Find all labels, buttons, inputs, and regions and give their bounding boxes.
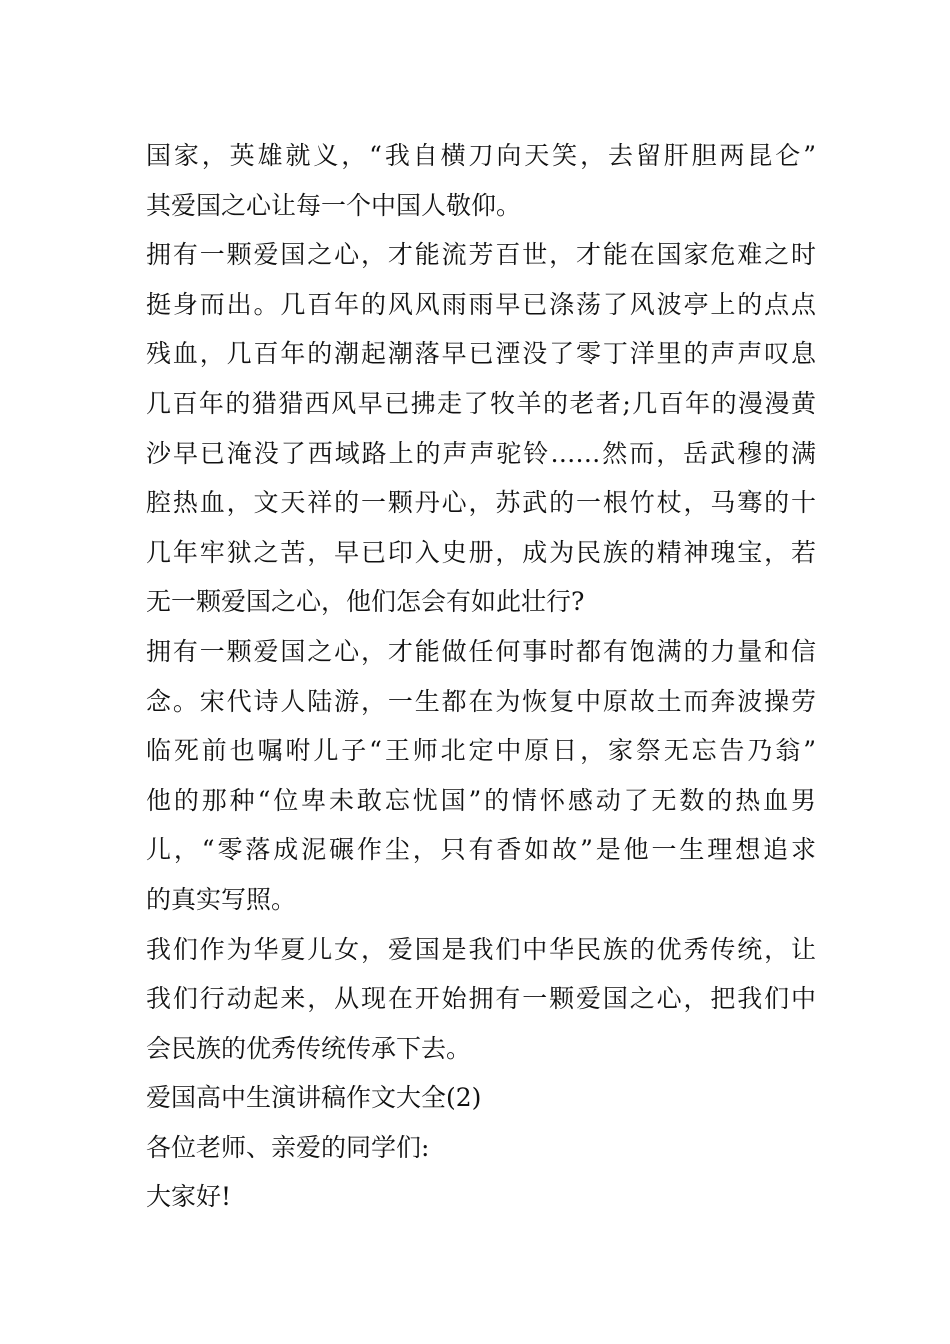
text-line: 残血，几百年的潮起潮落早已湮没了零丁洋里的声声叹息	[146, 339, 816, 369]
text-line: 的真实写照。	[146, 884, 297, 914]
text-line: 我们行动起来，从现在开始拥有一颗爱国之心，把我们中	[146, 984, 816, 1014]
text-line: 挺身而出。几百年的风风雨雨早已涤荡了风波亭上的点点	[146, 289, 816, 319]
document-body	[146, 131, 816, 1222]
text-line: 会民族的优秀传统传承下去。	[146, 1033, 472, 1063]
text-line: 拥有一颗爱国之心，才能做任何事时都有饱满的力量和信	[146, 636, 816, 666]
text-line: 我们作为华夏儿女，爱国是我们中华民族的优秀传统，让	[146, 934, 816, 964]
text-line: 他的那种“位卑未敢忘忧国”的情怀感动了无数的热血男	[146, 785, 816, 815]
text-line: 无一颗爱国之心，他们怎会有如此壮行?	[146, 587, 585, 617]
section-heading: 爱国高中生演讲稿作文大全(2)	[146, 1083, 482, 1113]
text-line: 拥有一颗爱国之心，才能流芳百世，才能在国家危难之时	[146, 240, 816, 270]
salutation: 各位老师、亲爱的同学们:	[146, 1132, 430, 1162]
text-line: 临死前也嘱咐儿子“王师北定中原日，家祭无忘告乃翁”	[146, 736, 816, 766]
text-line: 几年牢狱之苦，早已印入史册，成为民族的精神瑰宝，若	[146, 537, 816, 567]
text-line: 沙早已淹没了西域路上的声声驼铃……然而，岳武穆的满	[146, 438, 816, 468]
text-line: 腔热血，文天祥的一颗丹心，苏武的一根竹杖，马骞的十	[146, 488, 816, 518]
greeting: 大家好!	[146, 1182, 232, 1212]
text-line: 国家，英雄就义，“我自横刀向天笑，去留肝胆两昆仑”	[146, 141, 816, 170]
text-line: 儿，“零落成泥碾作尘，只有香如故”是他一生理想追求	[146, 835, 816, 865]
text-line: 念。宋代诗人陆游，一生都在为恢复中原故土而奔波操劳	[146, 686, 816, 716]
text-line: 其爱国之心让每一个中国人敬仰。	[146, 190, 522, 220]
text-line: 几百年的猎猎西风早已拂走了牧羊的老者;几百年的漫漫黄	[146, 388, 816, 418]
